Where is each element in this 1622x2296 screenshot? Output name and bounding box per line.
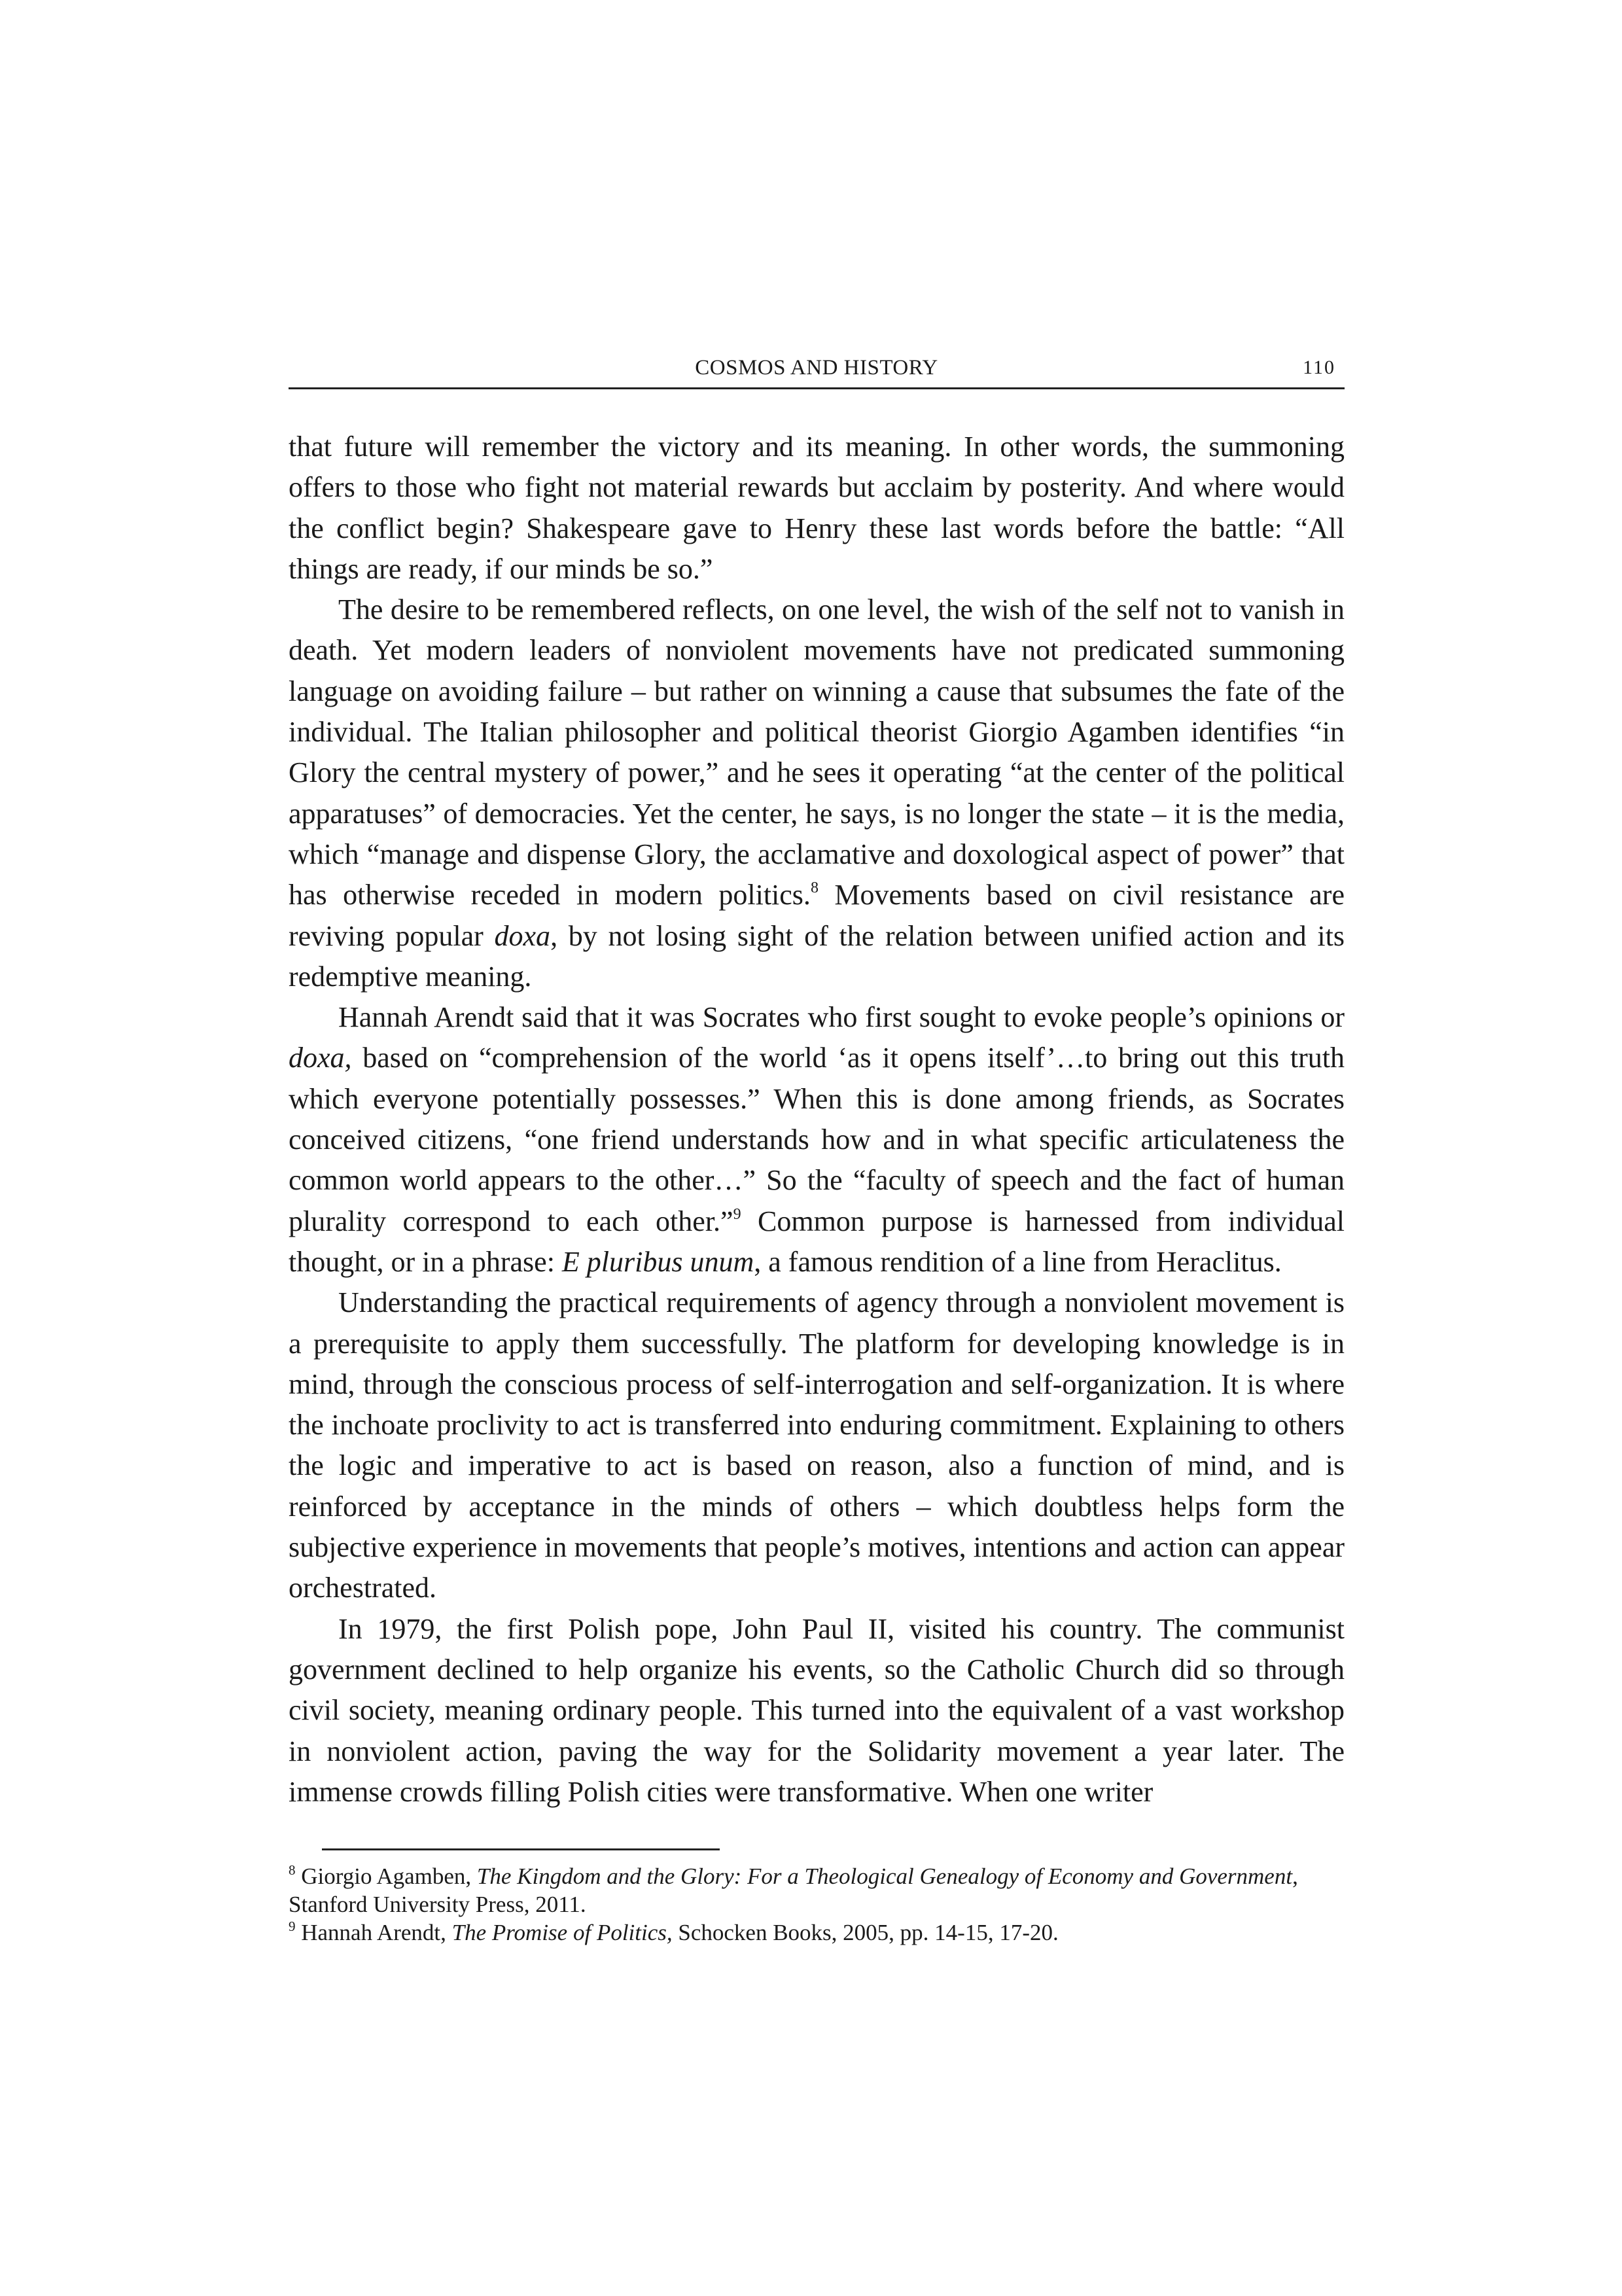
paragraph-2 — [289, 590, 1345, 997]
footnote-book-title: The Promise of Politics, — [451, 1920, 673, 1945]
footnote-number: 8 — [289, 1862, 296, 1878]
paragraph-3-text-3: Common purpose is harnessed from individual thought, or in a phrase: — [289, 1205, 1345, 1278]
footnote-publication: Schocken Books, 2005, pp. 14-15, 17-20. — [672, 1920, 1059, 1945]
footnote-author: Hannah Arendt, — [295, 1920, 452, 1945]
footnote-9 — [289, 1918, 1345, 1947]
paragraph-5: In 1979, the first Polish pope, John Paul II, visited his country. The communist government declined to help organize his events, so the Catholic Church did so through civil society, meaning ordinary people. This turned into the equivalent of a vast workshop in nonviolent action, paving the way for the Solidarity movement a year later. The immense crowds filling Polish cities were transformative. When one writer — [289, 1612, 1345, 1808]
footnote-ref-9[interactable]: 9 — [733, 1205, 741, 1223]
paragraph-4: Understanding the practical requirements of agency through a nonviolent movement is a prerequisite to apply them successfully. The platform for developing knowledge is in mind, through the conscious process of self-interrogation and self-organization. It is where the inchoate proclivity to act is transferred into enduring commitment. Explaining to others the logic and imperative to act is based on reason, also a function of mind, and is reinforced by acceptance in the minds of others – which doubtless helps form the subjective experience in movements that people’s motives, intentions and action can appear orchestrated. — [289, 1286, 1345, 1604]
paragraph-2-italic-term: doxa — [494, 919, 551, 952]
paragraph-3 — [289, 997, 1345, 1282]
running-header — [289, 353, 1345, 389]
footnote-publication: , Stanford University Press, 2011. — [289, 1863, 1298, 1917]
body-text — [289, 427, 1345, 1812]
paragraph-3-italic-term-2: E pluribus unum — [561, 1245, 754, 1278]
paragraph-2-text-2: Movements based on civil resistance are reviving popular — [289, 879, 1345, 952]
footnote-8 — [289, 1862, 1345, 1918]
paragraph-3-text-1: Hannah Arendt said that it was Socrates who first sought to evoke people’s opinions or — [338, 1001, 1345, 1034]
paragraph-1: that future will remember the victory and its meaning. In other words, the summoning offers to those who fight not material rewards but acclaim by posterity. And where would the conflict begin? Shakespeare gave to Henry these last words before the battle: “All things are ready, if our minds be so.” — [289, 431, 1345, 585]
paragraph-3-italic-term-1: doxa, — [289, 1042, 352, 1074]
footnote-ref-8[interactable]: 8 — [810, 879, 819, 897]
paragraph-3-text-2: based on “comprehension of the world ‘as it opens itself’…to bring out this truth which everyone potentially possesses.” When this is done among friends, as Socrates conceived citizens, “one friend understands how and in what specific articulateness the common world appears to the other…” So the “faculty of speech and the fact of human plurality correspond to each other.” — [289, 1042, 1345, 1237]
footnote-number: 9 — [289, 1918, 296, 1934]
paragraph-3-text-4: , a famous rendition of a line from Heraclitus. — [754, 1245, 1282, 1278]
footnote-separator — [322, 1848, 720, 1850]
page-number: 110 — [1303, 357, 1335, 378]
footnotes — [289, 1862, 1345, 1947]
paragraph-2-text-1: The desire to be remembered reflects, on one level, the wish of the self not to vanish in death. Yet modern leaders of nonviolent movements have not predicated summoning language on avoiding failure – but rather on winning a cause that subsumes the fate of the individual. The Italian philosopher and political theorist Giorgio Agamben identifies “in Glory the central mystery of power,” and he sees it operating “at the center of the political apparatuses” of democracies. Yet the center, he says, is no longer the state – it is the media, which “manage and dispense Glory, the acclamative and doxological aspect of power” that has otherwise receded in modern politics. — [289, 593, 1345, 911]
footnote-book-title: The Kingdom and the Glory: For a Theological Genealogy of Economy and Government — [476, 1863, 1293, 1889]
paragraph-2-text-3: , by not losing sight of the relation between unified action and its redemptive meaning. — [289, 919, 1345, 993]
footnote-author: Giorgio Agamben, — [295, 1863, 477, 1889]
running-title: COSMOS AND HISTORY — [695, 356, 938, 380]
